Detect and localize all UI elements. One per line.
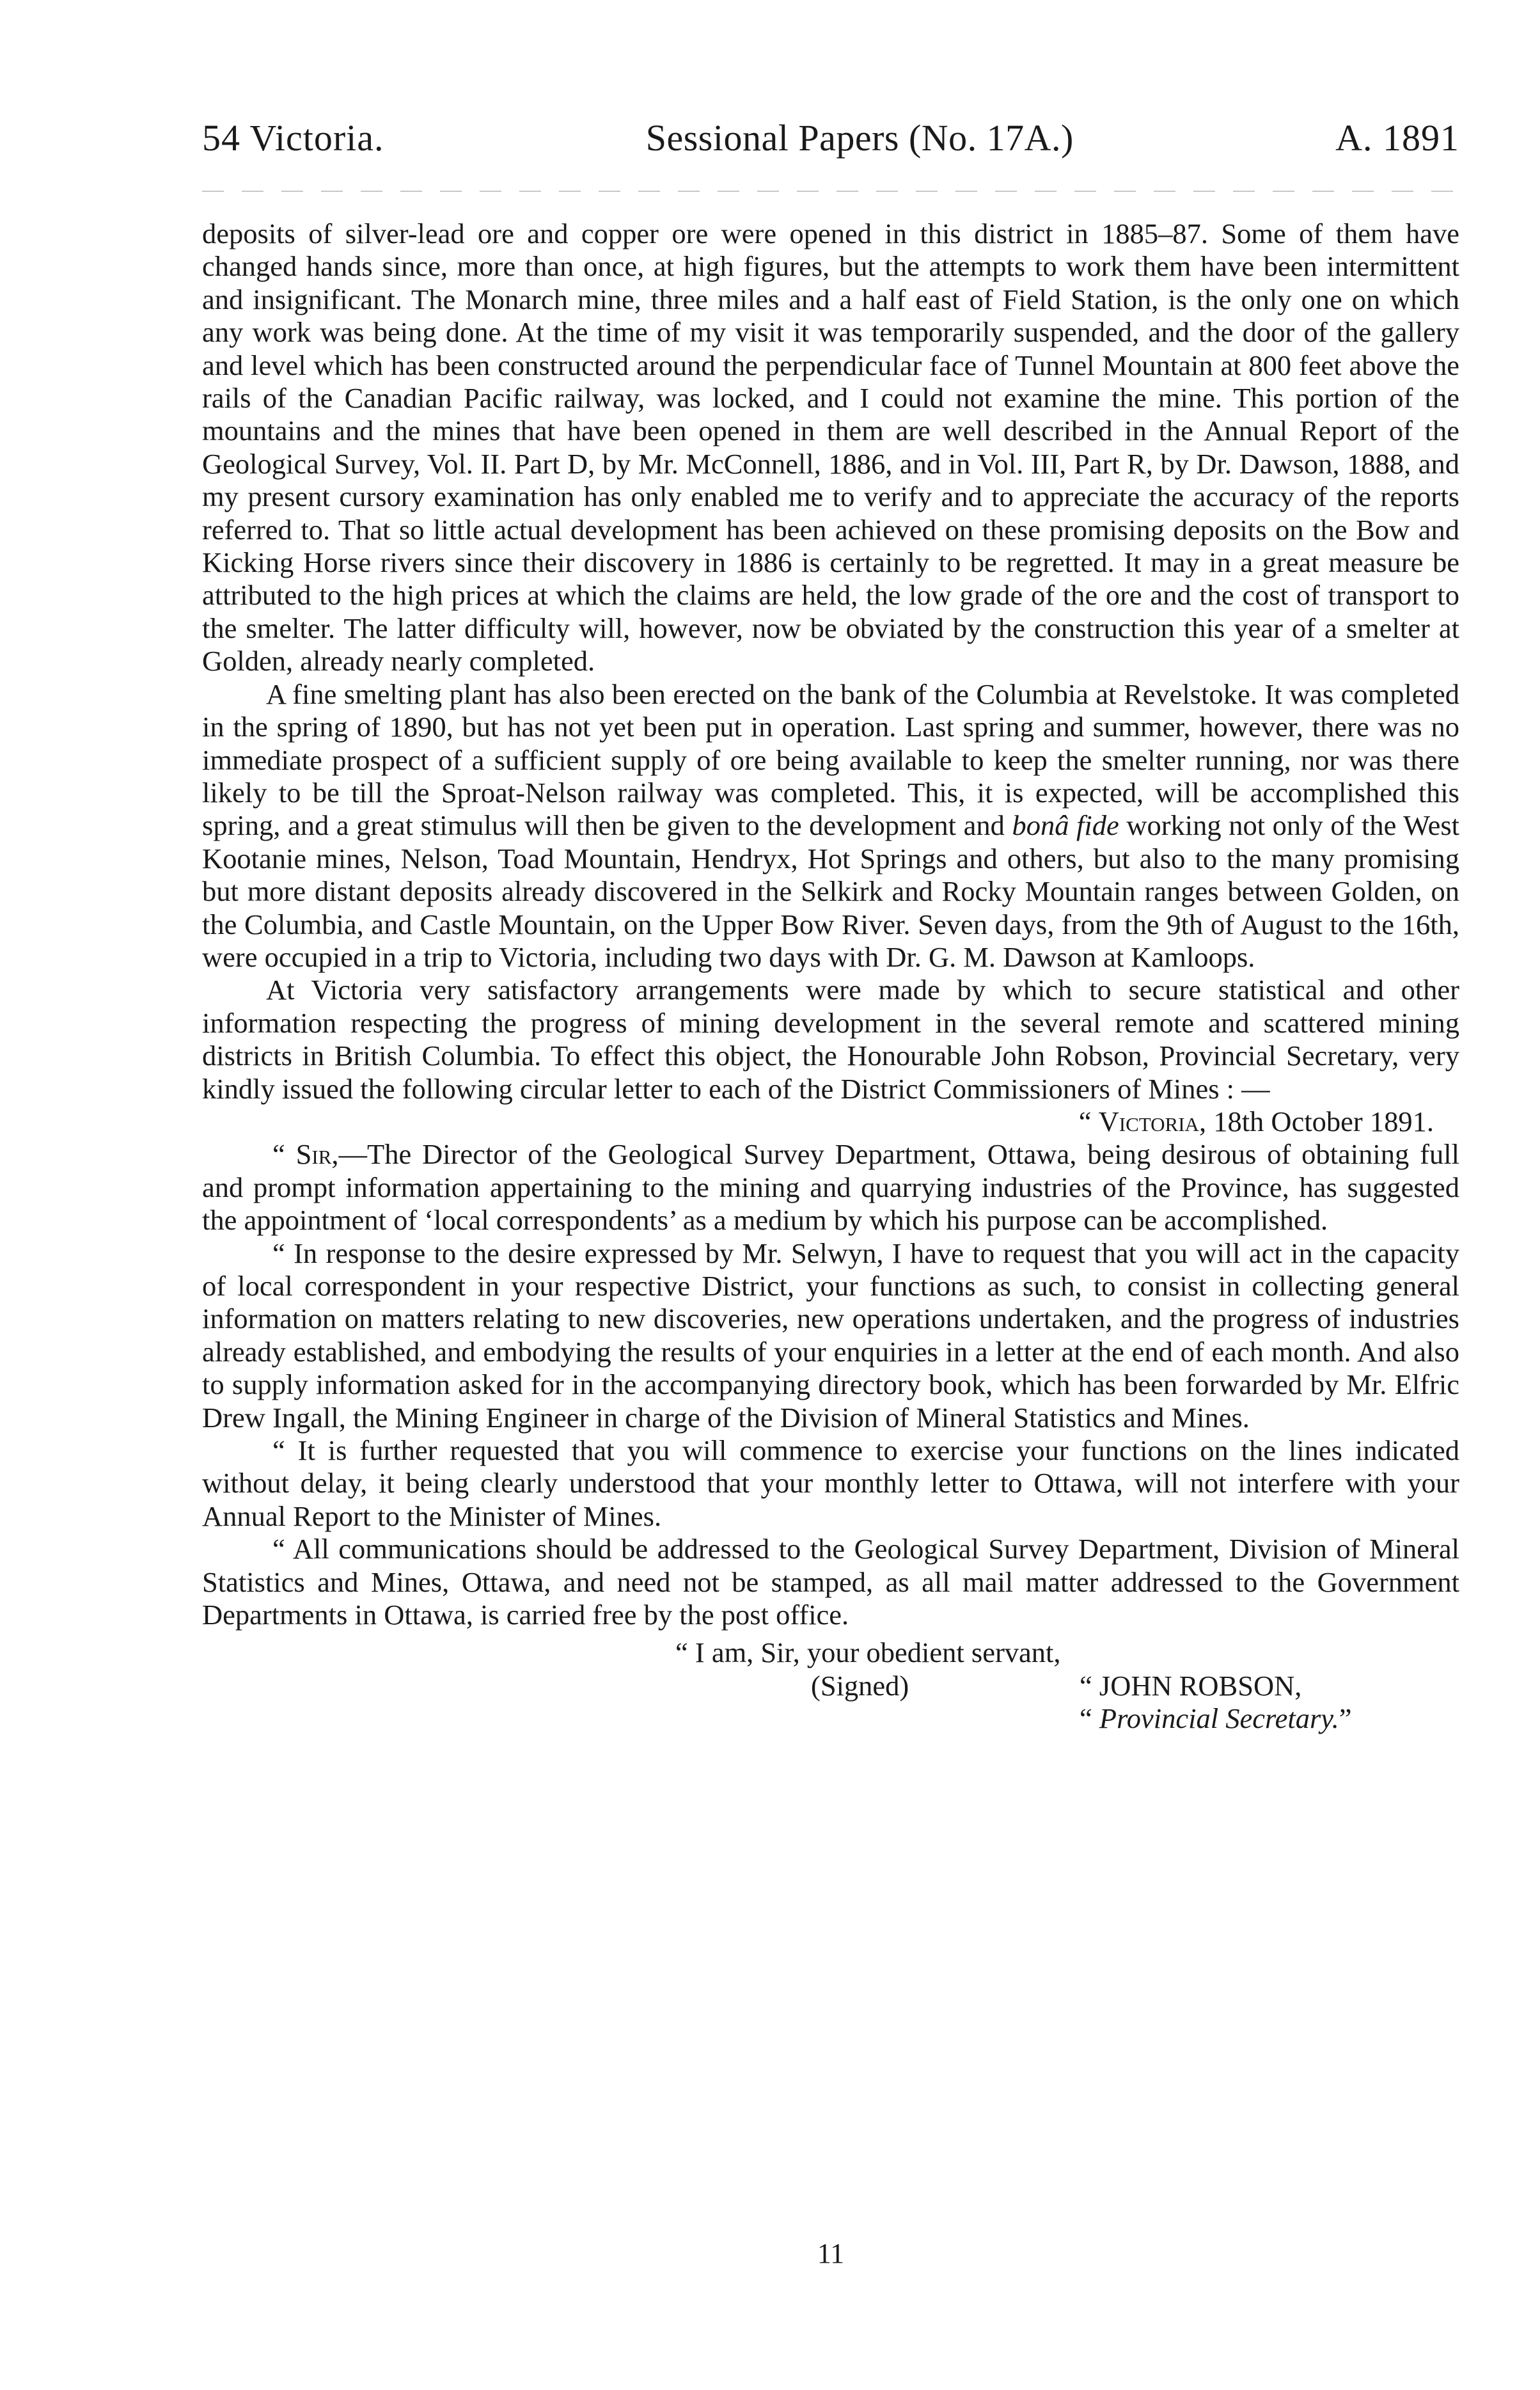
header-year: A. 1891 (1335, 117, 1459, 159)
dateline-date: , 18th October 1891. (1198, 1105, 1434, 1137)
header-rule (202, 191, 1459, 192)
page (202, 115, 1460, 2269)
letter-paragraph-2: “ In response to the desire expressed by Mr. Selwyn, I have to request that you will act in the capacity of local correspondent in your respective District, your functions as such, to consist in collecting general information on matters relating to new discoveries, new operations undertaken, and the progress of industries already established, and embodying the results of your enquiries in a letter at the end of each month. And also to supply information asked for in the accompanying directory book, which has been forwarded by Mr. Elfric Drew Ingall, the Mining Engineer in charge of the Division of Mineral Statistics and Mines. (202, 1237, 1459, 1434)
paragraph-1: deposits of silver-lead ore and copper ore were opened in this district in 1885–87. Some of them have changed hands since, more than once, at high figures, but the attempts to work them have been intermittent and insignificant. The Monarch mine, three miles and a half east of Field Station, is the only one on which any work was being done. At the time of my visit it was temporarily suspended, and the door of the gallery and level which has been constructed around the perpendicular face of Tunnel Mountain at 800 feet above the rails of the Canadian Pacific railway, was locked, and I could not examine the mine. This portion of the mountains and the mines that have been opened in them are well described in the Annual Report of the Geological Survey, Vol. II. Part D, by Mr. McConnell, 1886, and in Vol. III, Part R, by Dr. Dawson, 1888, and my present cursory examination has only enabled me to verify and to appreciate the accuracy of the reports referred to. That so little actual development has been achieved on these promising deposits on the Bow and Kicking Horse rivers since their discovery in 1886 is certainly to be regretted. It may in a great measure be attributed to the high prices at which the claims are held, the low grade of the ore and the cost of transport to the smelter. The latter difficulty will, however, now be obviated by the construction this year of a smelter at Golden, already nearly completed. (202, 218, 1459, 677)
paragraph-2 (202, 678, 1459, 974)
paragraph-2-italic: bonâ fide (1012, 809, 1119, 842)
circular-letter (202, 1105, 1459, 1632)
header-session: 54 Victoria. (202, 117, 384, 159)
signoff-signature (202, 1670, 1459, 1702)
dateline-place: Victoria (1098, 1105, 1199, 1137)
letter-paragraph-1 (202, 1138, 1459, 1237)
title-quote-open: “ (1080, 1702, 1099, 1735)
signoff-title (202, 1702, 1459, 1735)
running-head (202, 115, 1459, 186)
salutation-quote: “ (272, 1138, 296, 1171)
signoff-signed: (Signed) (811, 1669, 909, 1702)
paragraph-3: At Victoria very satisfactory arrangements were made by which to secure statistical and other information respecting the progress of mining development in the several remote and scattered mining districts in British Columbia. To effect this object, the Honourable John Robson, Provincial Secretary, very kindly issued the following circular letter to each of the District Commissioners of Mines : — (202, 974, 1459, 1105)
letter-dateline (202, 1105, 1459, 1138)
letter-paragraph-4: “ All communications should be addressed to the Geological Survey Department, Division of Mineral Statistics and Mines, Ottawa, and need not be stamped, as all mail matter addressed to the Government Departments in Ottawa, is carried free by the post office. (202, 1533, 1459, 1631)
letter-paragraph-3: “ It is further requested that you will commence to exercise your functions on the lines indicated without delay, it being clearly understood that your monthly letter to Ottawa, will not interfere with your Annual Report to the Minister of Mines. (202, 1434, 1459, 1532)
dateline-quote: “ (1078, 1105, 1099, 1137)
body-text (202, 218, 1459, 1631)
page-number: 11 (817, 2238, 845, 2269)
signoff-title-text: Provincial Secretary. (1099, 1702, 1339, 1735)
salutation: Sir (295, 1138, 332, 1171)
header-title: Sessional Papers (No. 17A.) (645, 117, 1074, 159)
letter-paragraph-1-text: ,—The Director of the Geological Survey Department, Ottawa, being desirous of obtaining full and prompt information appertaining to the mining and quarrying industries of the Province, has suggested the appointment of ‘local correspondents’ as a medium by which his purpose can be accomplished. (202, 1138, 1459, 1237)
signoff (202, 1636, 1459, 1735)
paragraph-2-part-a: A fine smelting plant has also been erected on the bank of the Columbia at Revelstoke. It was completed in the spring of 1890, but has not yet been put in operation. Last spring and summer, however, there was no immediate prospect of a sufficient supply of ore being available to keep the smelter running, nor was there likely to be till the Sproat-Nelson railway was completed. This, it is expected, will be accomplished this spring, and a great stimulus will then be given to the development and (202, 677, 1459, 842)
title-quote-close: ” (1339, 1702, 1352, 1735)
signoff-closing: “ I am, Sir, your obedient servant, (675, 1636, 1061, 1669)
signoff-name: “ JOHN ROBSON, (1080, 1669, 1302, 1702)
paragraph-2-part-b: working not only of the West Kootanie mines, Nelson, Toad Mountain, Hendryx, Hot Springs and others, but also to the many promising but more distant deposits already discovered in the Selkirk and Rocky Mountain ranges between Golden, on the Columbia, and Castle Mountain, on the Upper Bow River. Seven days, from the 9th of August to the 16th, were occupied in a trip to Victoria, including two days with Dr. G. M. Dawson at Kamloops. (202, 809, 1460, 973)
